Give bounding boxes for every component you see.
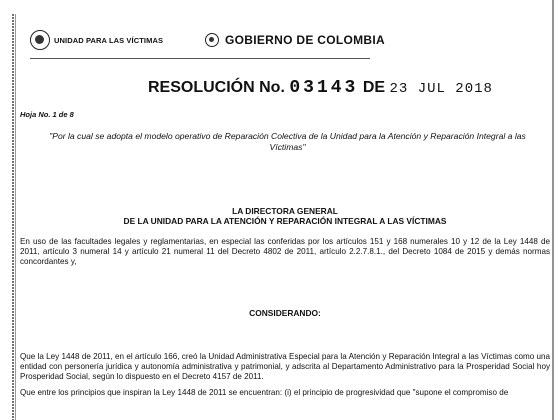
resolution-date: 23 JUL 2018 <box>389 81 493 97</box>
government-seal-icon <box>205 33 219 47</box>
victims-unit-logo-text: UNIDAD PARA LAS VÍCTIMAS <box>54 35 164 45</box>
issuing-authority <box>20 206 550 226</box>
resolution-de: DE <box>362 79 386 96</box>
resolution-prefix: RESOLUCIÓN No. <box>148 79 285 96</box>
coat-of-arms-icon <box>30 30 50 50</box>
consideration-paragraph-1: Que la Ley 1448 de 2011, en el artículo 166, creó la Unidad Administrativa Especial para la Atención y Reparación Integral a las Víctimas como una entidad con personería jurídica y autonomía administrativa y patrimonial, y adscrita al Departamento Administrativo para la Prosperidad Social hoy Prosperidad Social, según lo dispuesto en el Decreto 4157 de 2011. <box>20 352 550 381</box>
letterhead <box>30 30 386 56</box>
letterhead-divider <box>30 58 370 59</box>
resolution-subject: "Por la cual se adopta el modelo operativo de Reparación Colectiva de la Unidad para la Atención y Reparación Integral a las Víctimas" <box>49 131 526 152</box>
left-border-line-inner <box>15 14 16 420</box>
resolution-title <box>148 78 493 98</box>
resolution-number: 03143 <box>289 78 359 98</box>
government-logo-text: GOBIERNO DE COLOMBIA <box>225 33 386 47</box>
victims-unit-logo <box>30 30 163 50</box>
consideration-paragraph-2: Que entre los principios que inspiran la Ley 1448 de 2011 se encuentran: (i) el principio de progresividad que "supone el compromiso de <box>20 388 509 397</box>
sheet-number: Hoja No. 1 de 8 <box>20 110 74 119</box>
government-logo <box>205 33 385 47</box>
considerando-heading: CONSIDERANDO: <box>249 308 321 318</box>
right-border-line <box>552 0 554 420</box>
authority-line-1: LA DIRECTORA GENERAL <box>232 206 338 216</box>
preamble-paragraph: En uso de las facultades legales y reglamentarias, en especial las conferidas por los artículos 151 y 168 numerales 10 y 12 de la Ley 1448 de 2011, artículo 3 numeral 14 y artículo 21 numeral 11 del Decreto 4802 de 2011, artículo 2.2.7.8.1., del Decreto 1084 de 2015 y demás normas concordantes y, <box>20 237 550 266</box>
left-border-line <box>12 14 14 420</box>
authority-line-2: DE LA UNIDAD PARA LA ATENCIÓN Y REPARACIÓN INTEGRAL A LAS VÍCTIMAS <box>123 216 447 226</box>
